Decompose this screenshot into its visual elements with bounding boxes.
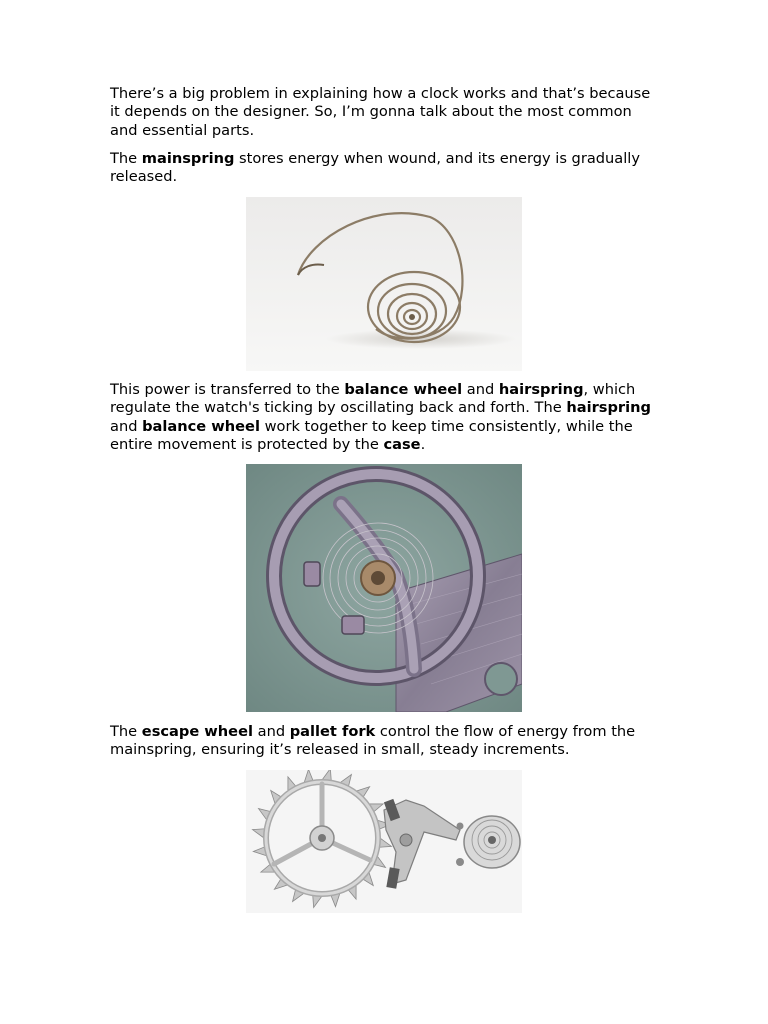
- paragraph-mainspring: [110, 150, 658, 187]
- paragraph-balance: [110, 381, 658, 455]
- term-pallet-fork: pallet fork: [289, 723, 376, 740]
- text-segment: and: [462, 381, 499, 398]
- escape-wheel-pallet-fork-photo: [246, 770, 522, 913]
- term-hairspring: hairspring: [566, 399, 651, 417]
- text-segment: and: [252, 723, 290, 740]
- mainspring-photo: [246, 197, 522, 371]
- paragraph-escapement: [110, 723, 658, 760]
- term-case: case: [383, 436, 421, 454]
- text-segment: and: [110, 417, 143, 435]
- term-escape-wheel: escape wheel: [141, 723, 253, 740]
- text-segment: , which regulate the watch's ticking by oscillating back and forth. The: [110, 381, 636, 417]
- text-segment: control the flow of energy from the mainspring, ensuring it’s released in small, steady increments.: [110, 723, 636, 759]
- text-segment: The: [110, 150, 142, 167]
- text-segment: stores energy when wound, and its energy is gradually released.: [110, 150, 640, 186]
- term-mainspring: mainspring: [141, 150, 235, 167]
- text-segment: There’s a big problem in explaining how a clock works and that’s because it depends on the designer. So, I’m gonna talk about the most common and essential parts.: [110, 85, 651, 139]
- text-segment: This power is transferred to the: [110, 381, 345, 398]
- text-segment: work together to keep time consistently, while the entire movement is protected by the: [110, 417, 633, 454]
- text-segment: .: [420, 436, 426, 454]
- text-segment: The: [110, 723, 142, 740]
- paragraph-intro: [110, 85, 658, 140]
- term-balance-wheel: balance wheel: [142, 417, 260, 435]
- term-hairspring: hairspring: [498, 381, 584, 398]
- term-balance-wheel: balance wheel: [344, 381, 463, 398]
- balance-wheel-hairspring-photo: [246, 464, 522, 712]
